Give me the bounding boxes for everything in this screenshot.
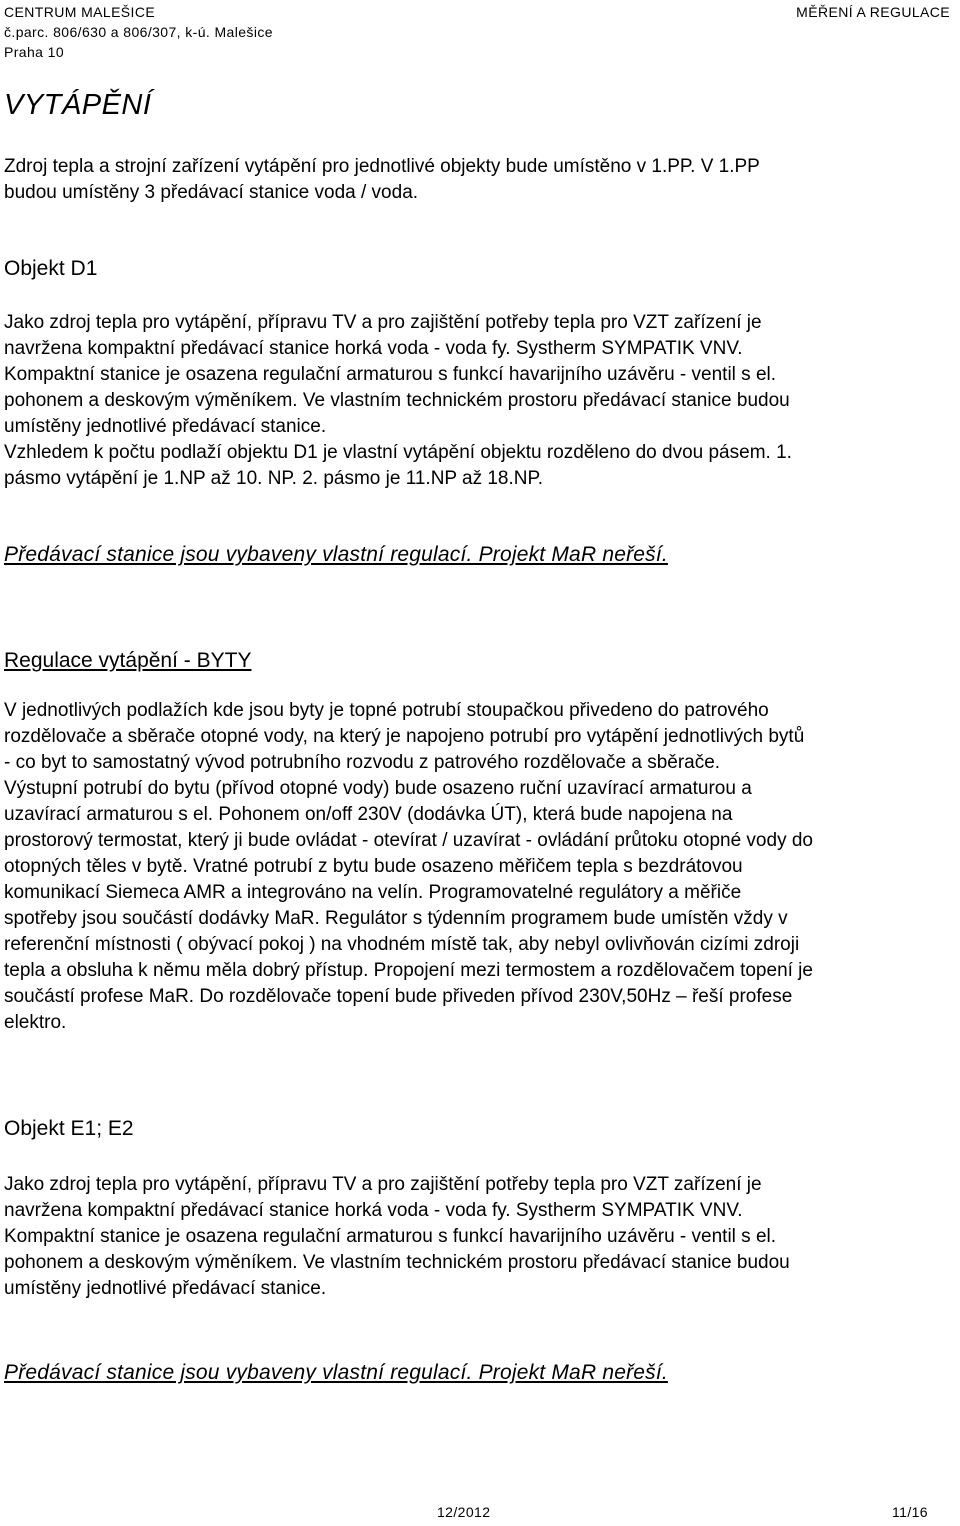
object-e-note: Předávací stanice jsou vybaveny vlastní regulací. Projekt MaR neřeší. [4,1361,668,1384]
intro-paragraph [4,154,760,206]
address-line: č.parc. 806/630 a 806/307, k-ú. Malešice [4,24,273,40]
text-line: tepla a obsluha k němu měla dobrý přístup. Propojení mezi termostem a rozdělovačem topení je [4,960,813,981]
header-left [4,2,273,62]
text-line: Zdroj tepla a strojní zařízení vytápění pro jednotlivé objekty bude umístěno v 1.PP. V 1.PP [4,156,760,177]
text-line: navržena kompaktní předávací stanice horká voda - voda fy. Systherm SYMPATIK VNV. [4,338,743,359]
text-line: rozdělovače a sběrače otopné vody, na který je napojeno potrubí pro vytápění jednotlivých bytů [4,726,805,747]
text-line: uzavírací armaturou s el. Pohonem on/off 230V (dodávka ÚT), která bude napojena na [4,804,733,825]
text-line: součástí profese MaR. Do rozdělovače topení bude přiveden přívod 230V,50Hz – řeší profese [4,986,793,1007]
project-name: CENTRUM MALEŠICE [4,4,156,20]
text-line: V jednotlivých podlažích kde jsou byty je topné potrubí stoupačkou přivedeno do patrového [4,700,769,721]
text-line: pásmo vytápění je 1.NP až 10. NP. 2. pásmo je 11.NP až 18.NP. [4,468,544,489]
text-line: umístěny jednotlivé předávací stanice. [4,1278,327,1299]
text-line: budou umístěny 3 předávací stanice voda / voda. [4,182,419,203]
text-line: elektro. [4,1012,67,1033]
object-e-paragraph [4,1172,790,1302]
text-line: Vzhledem k počtu podlaží objektu D1 je vlastní vytápění objektu rozděleno do dvou pásem. 1. [4,442,792,463]
object-d1-note: Předávací stanice jsou vybaveny vlastní regulací. Projekt MaR neřeší. [4,543,668,566]
object-d1-paragraph [4,310,792,492]
text-line: Jako zdroj tepla pro vytápění, přípravu TV a pro zajištění potřeby tepla pro VZT zařízení je [4,1174,762,1195]
text-line: prostorový termostat, který ji bude ovládat - otevírat / uzavírat - ovládání průtoku otopné vody do [4,830,813,851]
section-name: MĚŘENÍ A REGULACE [796,4,950,20]
regulation-paragraph [4,698,813,1036]
text-line: Výstupní potrubí do bytu (přívod otopné vody) bude osazeno ruční uzavírací armaturou a [4,778,752,799]
text-line: Kompaktní stanice je osazena regulační armaturou s funkcí havarijního uzávěru - ventil s el. [4,1226,777,1247]
object-d1-heading: Objekt D1 [4,257,98,280]
regulation-heading: Regulace vytápění - BYTY [4,649,252,672]
text-line: Kompaktní stanice je osazena regulační armaturou s funkcí havarijního uzávěru - ventil s el. [4,364,777,385]
footer-date: 12/2012 [437,1504,491,1520]
object-e-heading: Objekt E1; E2 [4,1117,134,1140]
text-line: pohonem a deskovým výměníkem. Ve vlastním technickém prostoru předávací stanice budou [4,390,790,411]
text-line: komunikací Siemeca AMR a integrováno na velín. Programovatelné regulátory a měřiče [4,882,742,903]
text-line: navržena kompaktní předávací stanice horká voda - voda fy. Systherm SYMPATIK VNV. [4,1200,743,1221]
text-line: umístěny jednotlivé předávací stanice. [4,416,327,437]
city: Praha 10 [4,44,65,60]
text-line: referenční místnosti ( obývací pokoj ) na vhodném místě tak, aby nebyl ovlivňován cizími zdroji [4,934,800,955]
text-line: Jako zdroj tepla pro vytápění, přípravu TV a pro zajištění potřeby tepla pro VZT zařízení je [4,312,762,333]
text-line: - co byt to samostatný vývod potrubního rozvodu z patrového rozdělovače a sběrače. [4,752,721,773]
footer-page-number: 11/16 [892,1504,928,1520]
text-line: pohonem a deskovým výměníkem. Ve vlastním technickém prostoru předávací stanice budou [4,1252,790,1273]
page-title: VYTÁPĚNÍ [4,89,152,121]
text-line: spotřeby jsou součástí dodávky MaR. Regulátor s týdenním programem bude umístěn vždy v [4,908,788,929]
text-line: otopných těles v bytě. Vratné potrubí z bytu bude osazeno měřičem tepla s bezdrátovou [4,856,743,877]
